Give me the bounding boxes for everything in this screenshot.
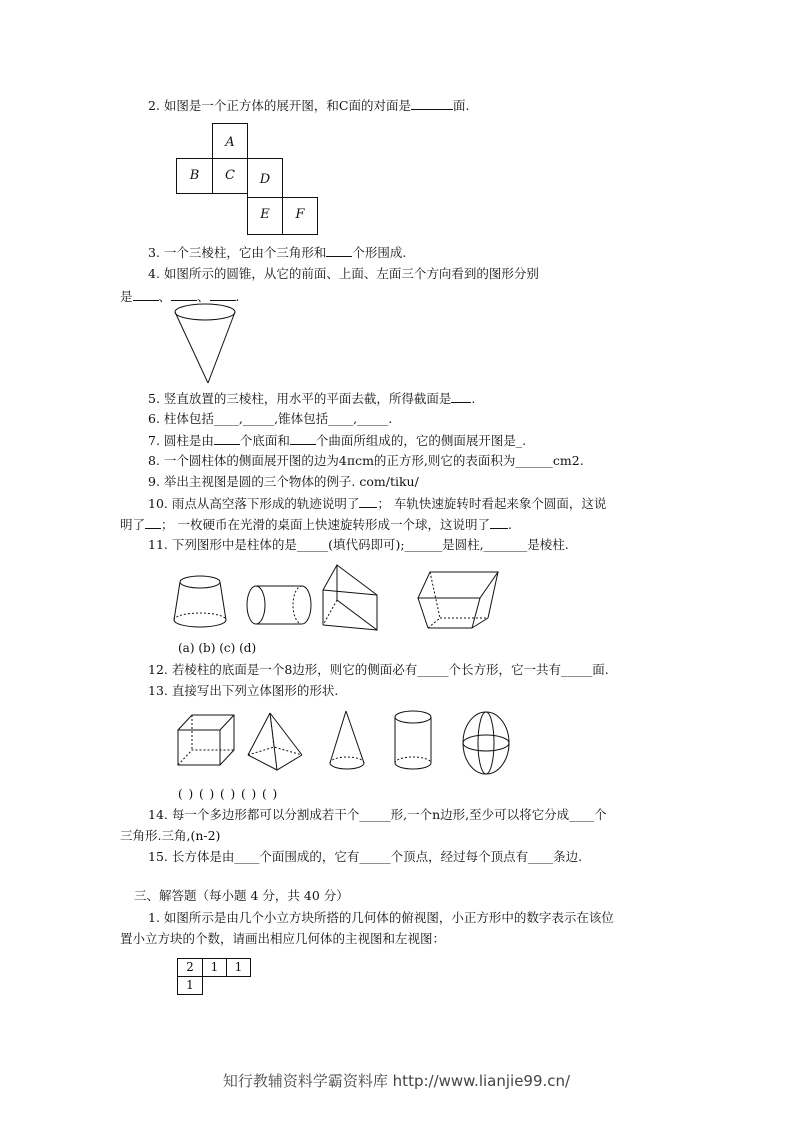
grid-cell: 2 xyxy=(177,958,203,977)
q4-line2: 是 、 、 . xyxy=(120,289,240,304)
net-face-e: E xyxy=(247,197,283,235)
q13-solids-figure xyxy=(170,705,530,780)
cone-shape xyxy=(330,711,364,769)
section3-title: 三、解答题（每小题 4 分，共 40 分） xyxy=(134,888,349,903)
net-face-f: F xyxy=(282,197,318,235)
horizontal-cylinder-shape xyxy=(247,586,311,624)
s1-line1: 1. 如图所示是由几个小立方块所搭的几何体的俯视图，小正方形中的数字表示在该位 xyxy=(148,910,614,925)
q5-blank[interactable] xyxy=(451,390,471,403)
q12-text: 12. 若棱柱的底面是一个8边形，则它的侧面必有_____个长方形，它一共有_____面. xyxy=(148,662,609,677)
q10-line2: 明了 ； 一枚硬币在光滑的桌面上快速旋转形成一个球，这说明了 . xyxy=(120,517,512,532)
q10-blank-1[interactable] xyxy=(359,495,377,508)
q3-blank[interactable] xyxy=(326,244,352,257)
net-face-c: C xyxy=(212,158,248,194)
q14-line1: 14. 每一个多边形都可以分割成若干个_____形,一个n边形,至少可以将它分成____个 xyxy=(148,807,607,822)
q2-text: 2. 如图是一个正方体的展开图，和C面的对面是 面. xyxy=(148,98,470,113)
q7-blank-2[interactable] xyxy=(290,432,316,445)
q4-line1: 4. 如图所示的圆锥，从它的前面、上面、左面三个方向看到的图形分别 xyxy=(148,266,539,281)
q10-line1: 10. 雨点从高空落下形成的轨迹说明了 ； 车轨快速旋转时看起来象个圆面，这说 xyxy=(148,496,607,511)
q15-text: 15. 长方体是由____个面围成的，它有_____个顶点，经过每个顶点有____条边. xyxy=(148,849,583,864)
triangular-prism-shape xyxy=(323,565,377,630)
truncated-cone-shape xyxy=(174,576,226,627)
net-face-b: B xyxy=(176,158,213,194)
pyramid-frustum-shape xyxy=(418,572,498,628)
q11-text: 11. 下列图形中是柱体的是_____(填代码即可);______是圆柱,_______是棱柱. xyxy=(148,537,569,552)
s1-line2: 置小立方块的个数，请画出相应几何体的主视图和左视图： xyxy=(120,931,446,946)
grid-cell: 1 xyxy=(177,976,203,995)
net-face-d: D xyxy=(247,158,283,198)
grid-cell: 1 xyxy=(226,958,251,977)
q6-text: 6. 柱体包括____,_____,锥体包括____,_____. xyxy=(148,411,393,426)
inverted-cone-figure xyxy=(170,300,270,390)
sphere-shape xyxy=(463,712,509,774)
q7-text: 7. 圆柱是由 个底面和 个曲面所组成的，它的侧面展开图是_. xyxy=(148,433,527,448)
q2-blank[interactable] xyxy=(411,97,453,110)
q14-line2: 三角形.三角,(n-2) xyxy=(120,828,221,843)
cylinder-shape xyxy=(395,711,431,769)
q7-blank-1[interactable] xyxy=(214,432,240,445)
q3-text: 3. 一个三棱柱，它由个三角形和 个形围成. xyxy=(148,245,407,260)
q5-text: 5. 竖直放置的三棱柱，用水平的平面去截，所得截面是 . xyxy=(148,391,476,406)
q10-blank-2[interactable] xyxy=(145,516,161,529)
q13-text: 13. 直接写出下列立体图形的形状. xyxy=(148,683,339,698)
footer-watermark: 知行教辅资料学霸资料库 http://www.lianjie99.cn/ xyxy=(222,1072,571,1090)
net-face-a: A xyxy=(212,123,248,159)
q8-text: 8. 一个圆柱体的侧面展开图的边为4πcm的正方形,则它的表面积为______cm2. xyxy=(148,453,584,468)
cube-shape xyxy=(178,715,234,765)
q11-figure-labels: (a) (b) (c) (d) xyxy=(178,641,257,655)
q13-answer-blanks: ( ) ( ) ( ) ( ) ( ) xyxy=(178,787,279,801)
q11-solids-figure xyxy=(170,560,510,635)
q4-blank-1[interactable] xyxy=(133,288,159,301)
q9-text: 9. 举出主视图是圆的三个物体的例子. com/tiku/ xyxy=(148,474,419,489)
pyramid-shape xyxy=(248,713,302,770)
grid-cell: 1 xyxy=(202,958,227,977)
q10-blank-3[interactable] xyxy=(490,516,508,529)
